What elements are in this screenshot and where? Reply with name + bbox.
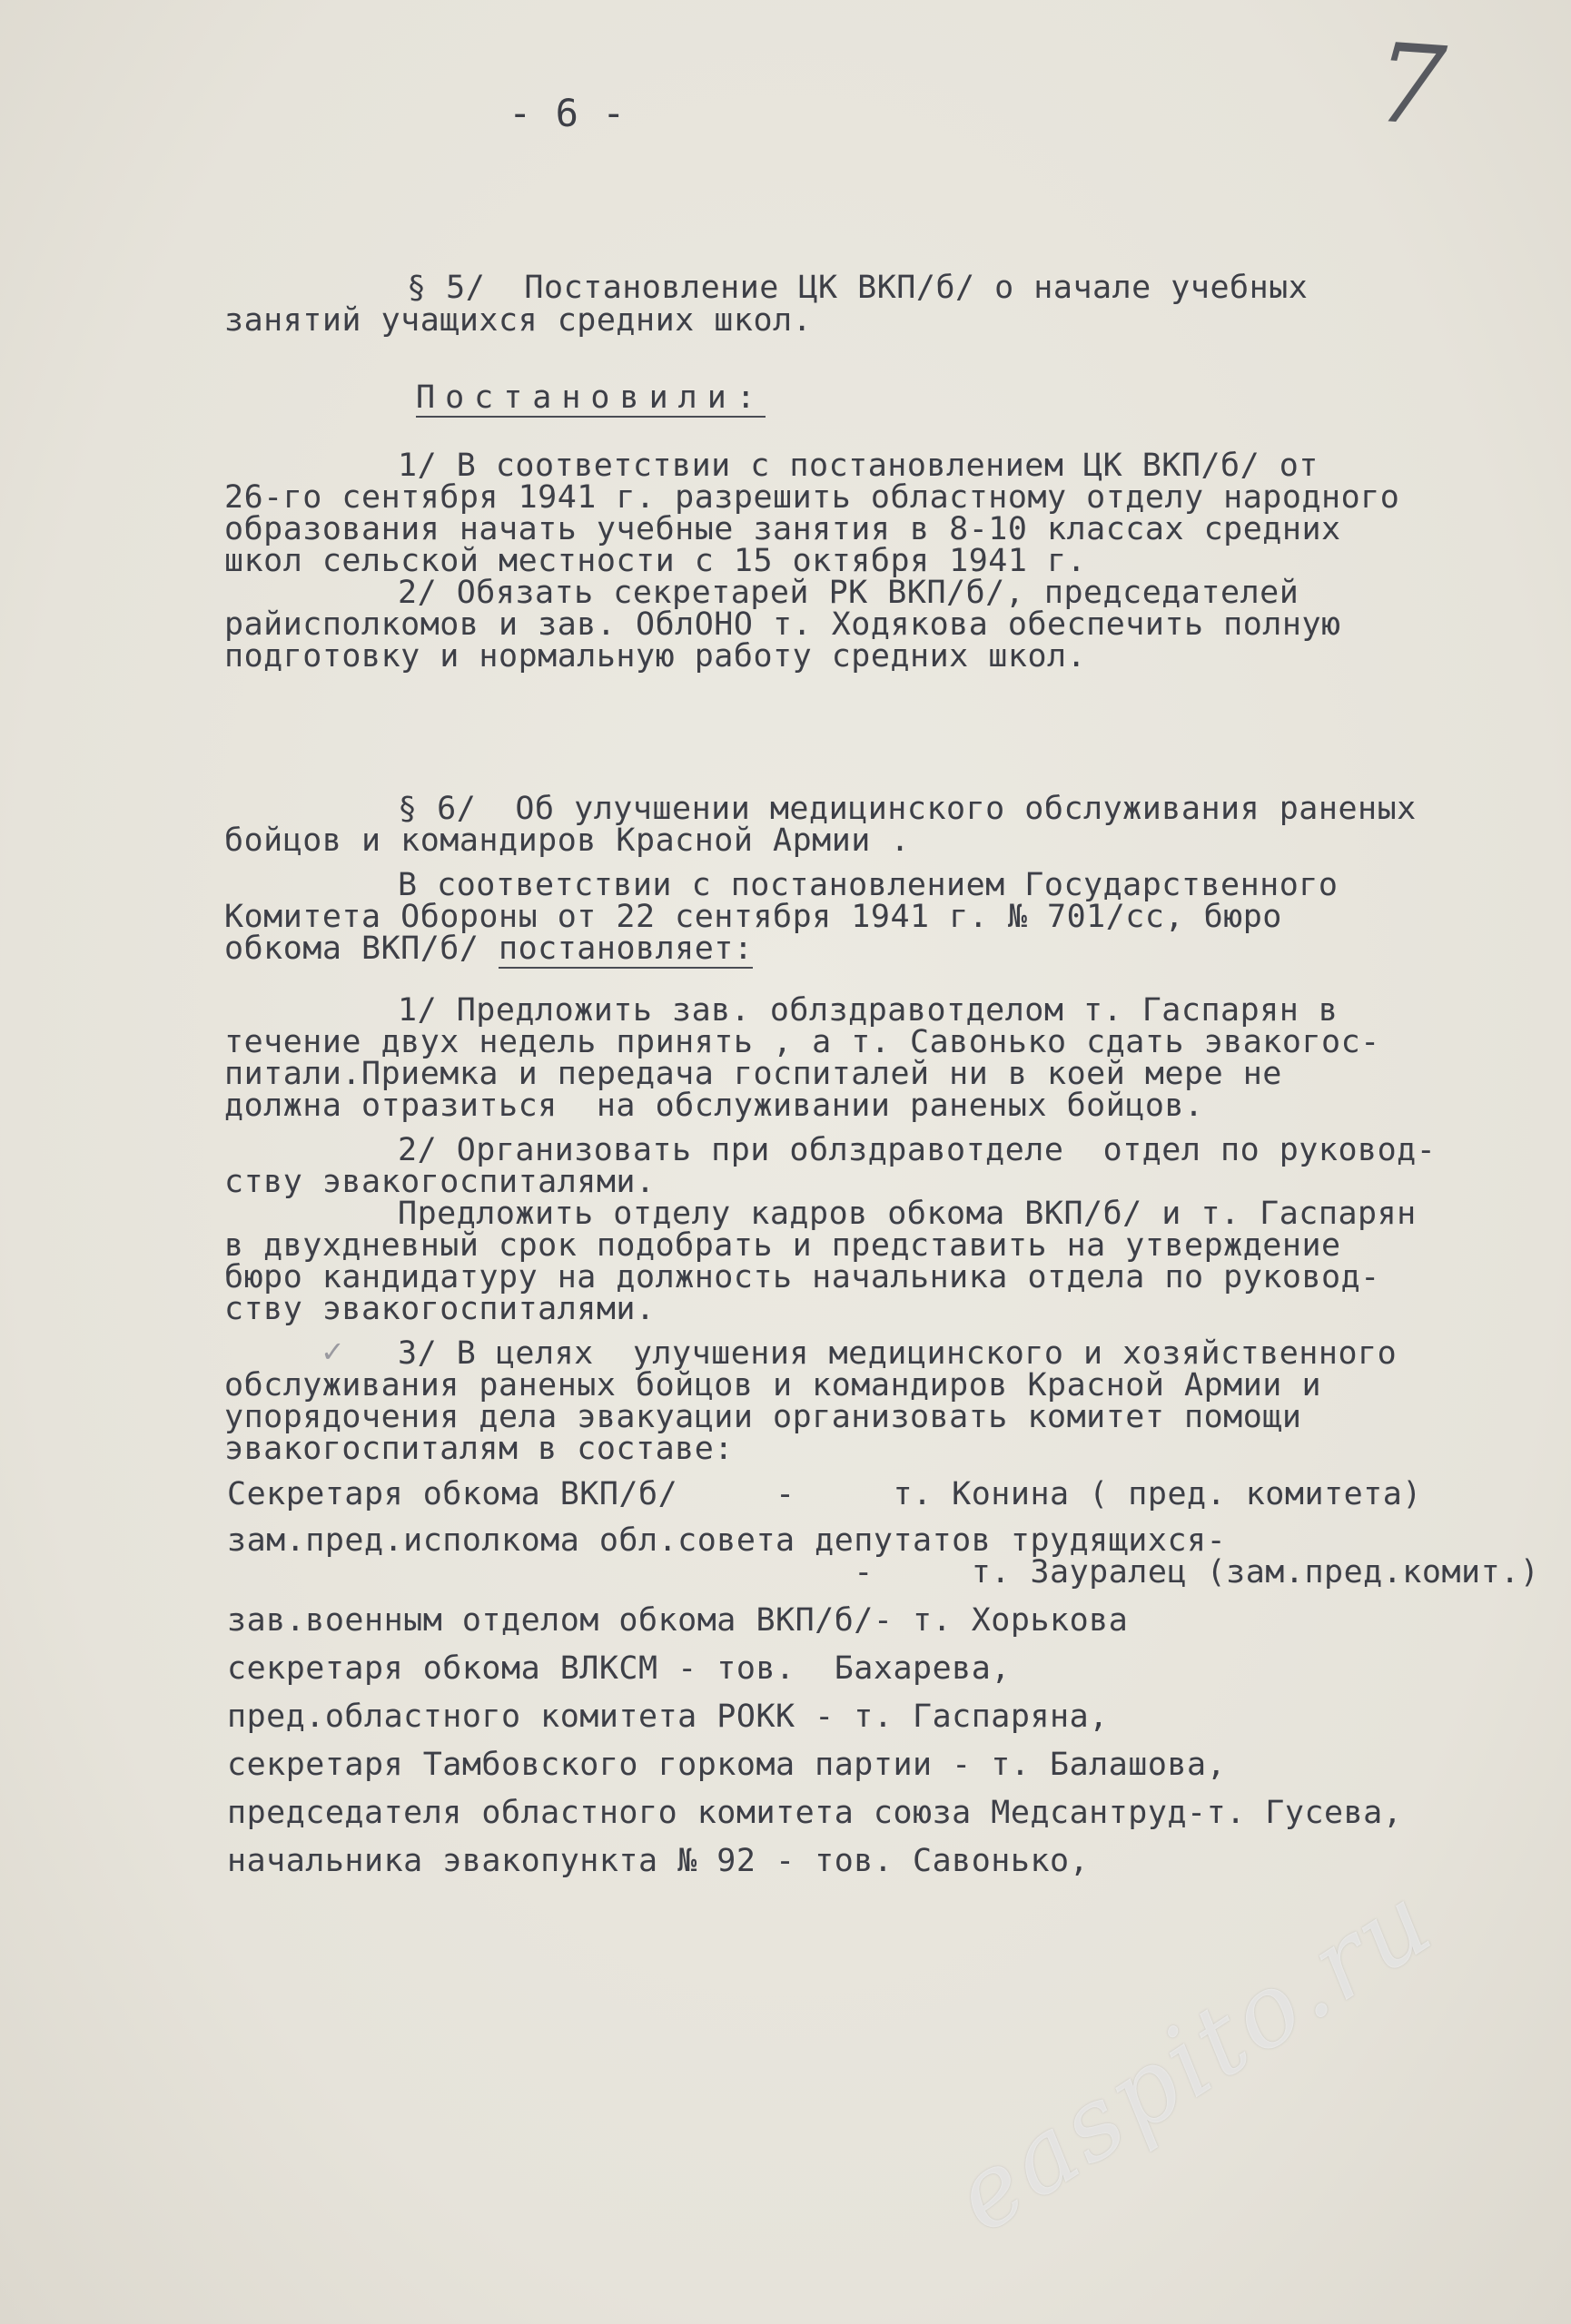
page-number: - 6 - [509, 91, 626, 135]
s5-line-1: 1/ В соответствии с постановлением ЦК ВКП/б/ от [398, 448, 1319, 484]
handwritten-sheet-number: 7 [1371, 20, 1450, 152]
s5-line-7: подготовку и нормальную работу средних школ. [224, 638, 1087, 675]
s5-line-6: райисполкомов и зав. ОблОНО т. Ходякова обеспечить полную [224, 606, 1341, 643]
watermark: easpito.ru [933, 1861, 1454, 2255]
resolved-label: Постановили: [416, 379, 766, 416]
s6-line-11: 3/ В целях улучшения медицинского и хозяйственного [398, 1335, 1398, 1372]
member-line: Секретаря обкома ВКП/б/ - т. Конина ( пред. комитета) [227, 1476, 1422, 1512]
section5-heading-line2: занятий учащихся средних школ. [224, 302, 813, 339]
s5-line-4: школ сельской местности с 15 октября 1941 г. [224, 543, 1087, 579]
s6-line-4: должна отразиться на обслуживании раненых бойцов. [224, 1088, 1204, 1124]
section6-heading-line2: бойцов и командиров Красной Армии . [224, 822, 911, 859]
s6-intro-line-3 [224, 931, 753, 967]
member-line: зав.военным отделом обкома ВКП/б/- т. Хорькова [227, 1602, 1129, 1639]
s6-line-2: течение двух недель принять , а т. Савонько сдать эвакогос- [224, 1024, 1380, 1060]
s6-intro-line-3-start: обкома ВКП/б/ [224, 931, 499, 967]
member-line: секретаря Тамбовского горкома партии - т. Балашова, [227, 1747, 1227, 1783]
s5-line-3: образования начать учебные занятия в 8-10 классах средних [224, 511, 1341, 547]
member-line: зам.пред.исполкома обл.совета депутатов трудящихся- [227, 1522, 1227, 1559]
pencil-check-mark-icon: ✓ [321, 1334, 345, 1369]
s6-line-9: бюро кандидатуру на должность начальника отдела по руковод- [224, 1259, 1380, 1295]
member-line: - т. Зауралец (зам.пред.комит.) [227, 1554, 1540, 1590]
member-line: секретаря обкома ВЛКСМ - тов. Бахарева, [227, 1650, 1011, 1687]
s6-line-7: Предложить отделу кадров обкома ВКП/б/ и т. Гаспарян [398, 1196, 1417, 1232]
member-line: начальника эвакопункта № 92 - тов. Савонько, [227, 1843, 1090, 1879]
s6-intro-line-1: В соответствии с постановлением Государственного [398, 867, 1339, 903]
decides-label: постановляет: [499, 931, 754, 967]
s6-line-14: эвакогоспиталям в составе: [224, 1431, 734, 1467]
member-line: председателя областного комитета союза Медсантруд-т. Гусева, [227, 1795, 1403, 1831]
s6-intro-line-2: Комитета Обороны от 22 сентября 1941 г. № 701/сс, бюро [224, 899, 1282, 935]
section6-heading-line1: § 6/ Об улучшении медицинского обслуживания раненых [398, 791, 1417, 827]
s6-line-5: 2/ Организовать при облздравотделе отдел по руковод- [398, 1132, 1437, 1168]
s5-line-5: 2/ Обязать секретарей РК ВКП/б/, председателей [398, 575, 1299, 611]
s5-line-2: 26-го сентября 1941 г. разрешить областному отделу народного [224, 479, 1400, 516]
s6-line-13: упорядочения дела эвакуации организовать комитет помощи [224, 1399, 1302, 1435]
s6-line-12: обслуживания раненых бойцов и командиров Красной Армии и [224, 1367, 1322, 1403]
s6-line-1: 1/ Предложить зав. облздравотделом т. Гаспарян в [398, 992, 1339, 1029]
s6-line-10: ству эвакогоспиталями. [224, 1291, 656, 1327]
section5-heading-line1: § 5/ Постановление ЦК ВКП/б/ о начале учебных [407, 270, 1309, 306]
s6-line-8: в двухдневный срок подобрать и представить на утверждение [224, 1227, 1341, 1264]
s6-line-3: питали.Приемка и передача госпиталей ни в коей мере не [224, 1056, 1282, 1092]
s6-line-6: ству эвакогоспиталями. [224, 1164, 656, 1200]
member-line: пред.областного комитета РОКК - т. Гаспаряна, [227, 1699, 1109, 1735]
